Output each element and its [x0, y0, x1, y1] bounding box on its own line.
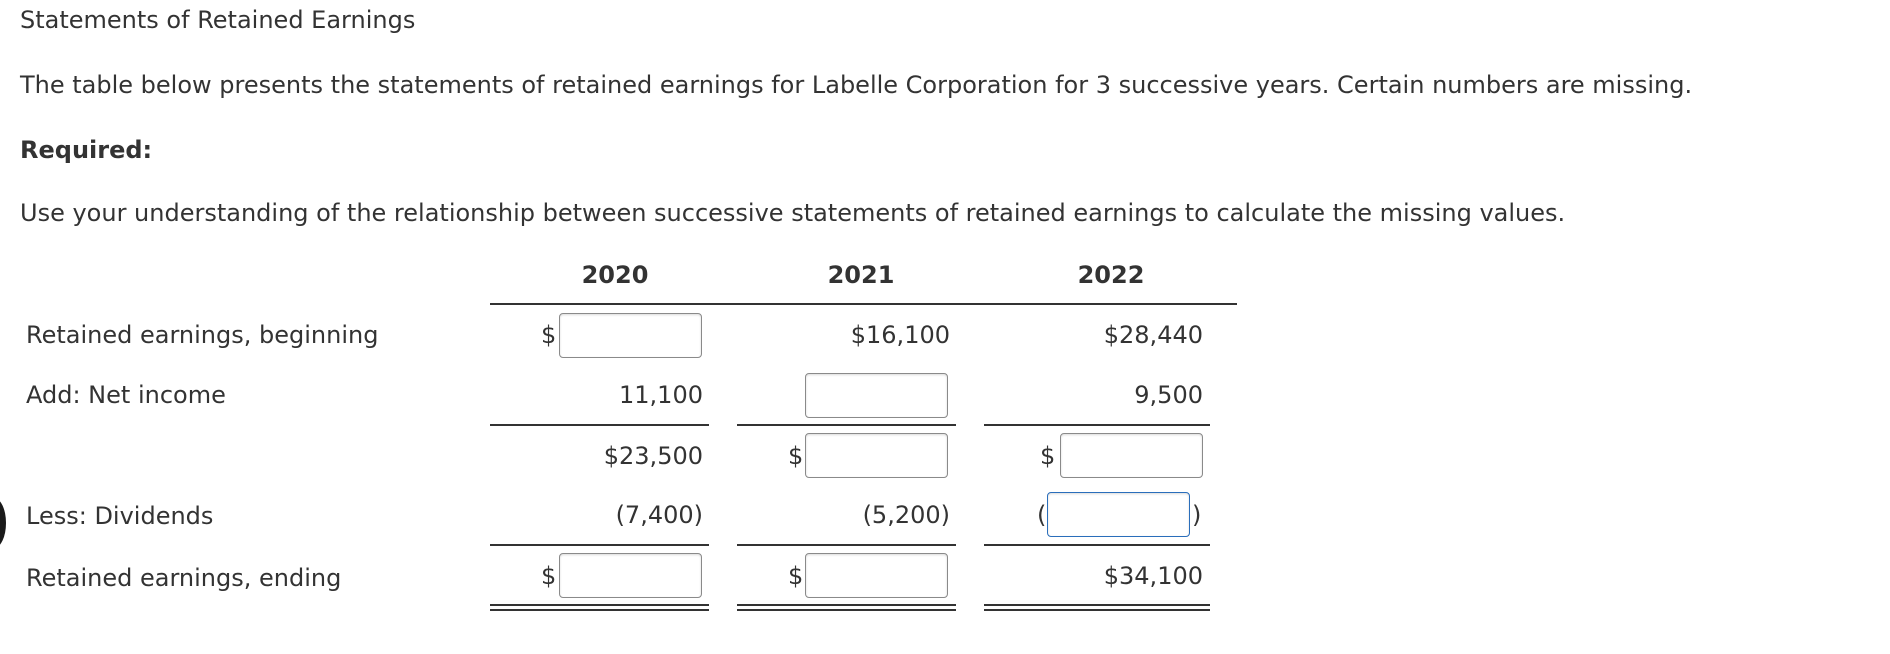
- side-tab-marker: [0, 498, 6, 548]
- row-label-beginning: Retained earnings, beginning: [26, 321, 379, 349]
- ending-2021-input[interactable]: [805, 553, 948, 598]
- page-title: Statements of Retained Earnings: [20, 6, 416, 34]
- year-header-2021: 2021: [827, 261, 895, 289]
- net-income-2021-input[interactable]: [805, 373, 948, 418]
- double-rule-2021: [737, 604, 956, 611]
- year-header-2020: 2020: [581, 261, 649, 289]
- subtotal-rule-2021: [737, 424, 956, 426]
- open-paren: (: [1037, 501, 1047, 529]
- subtotal-rule-2022: [984, 424, 1210, 426]
- dividends-2022-input[interactable]: [1047, 492, 1190, 537]
- dollar-sign: $: [541, 321, 557, 349]
- subtotal-rule-2020: [490, 424, 709, 426]
- close-paren: ): [1192, 501, 1202, 529]
- dollar-sign: $: [541, 562, 557, 590]
- header-rule: [490, 303, 1237, 305]
- row-label-ending: Retained earnings, ending: [26, 564, 342, 592]
- ending-2022-value: $34,100: [1103, 562, 1203, 590]
- dollar-sign: $: [788, 562, 804, 590]
- row-label-net-income: Add: Net income: [26, 381, 226, 409]
- beginning-2020-input[interactable]: [559, 313, 702, 358]
- double-rule-2020: [490, 604, 709, 611]
- dollar-sign: $: [1040, 442, 1056, 470]
- ending-rule-2022: [984, 544, 1210, 546]
- intro-text: The table below presents the statements of retained earnings for Labelle Corporation for 3 successive years. Certain numbers are missing.: [20, 71, 1693, 99]
- net-income-2020-value: 11,100: [619, 381, 703, 409]
- dividends-2021-value: (5,200): [862, 501, 950, 529]
- ending-rule-2021: [737, 544, 956, 546]
- row-label-dividends: Less: Dividends: [26, 502, 214, 530]
- subtotal-2021-input[interactable]: [805, 433, 948, 478]
- dividends-2020-value: (7,400): [615, 501, 703, 529]
- subtotal-2020-value: $23,500: [603, 442, 703, 470]
- year-header-2022: 2022: [1077, 261, 1145, 289]
- dollar-sign: $: [788, 442, 804, 470]
- beginning-2021-value: $16,100: [850, 321, 950, 349]
- required-heading: Required:: [20, 136, 153, 164]
- ending-rule-2020: [490, 544, 709, 546]
- beginning-2022-value: $28,440: [1103, 321, 1203, 349]
- net-income-2022-value: 9,500: [1134, 381, 1203, 409]
- double-rule-2022: [984, 604, 1210, 611]
- ending-2020-input[interactable]: [559, 553, 702, 598]
- instructions-text: Use your understanding of the relationship between successive statements of retained earnings to calculate the missing values.: [20, 199, 1566, 227]
- subtotal-2022-input[interactable]: [1060, 433, 1203, 478]
